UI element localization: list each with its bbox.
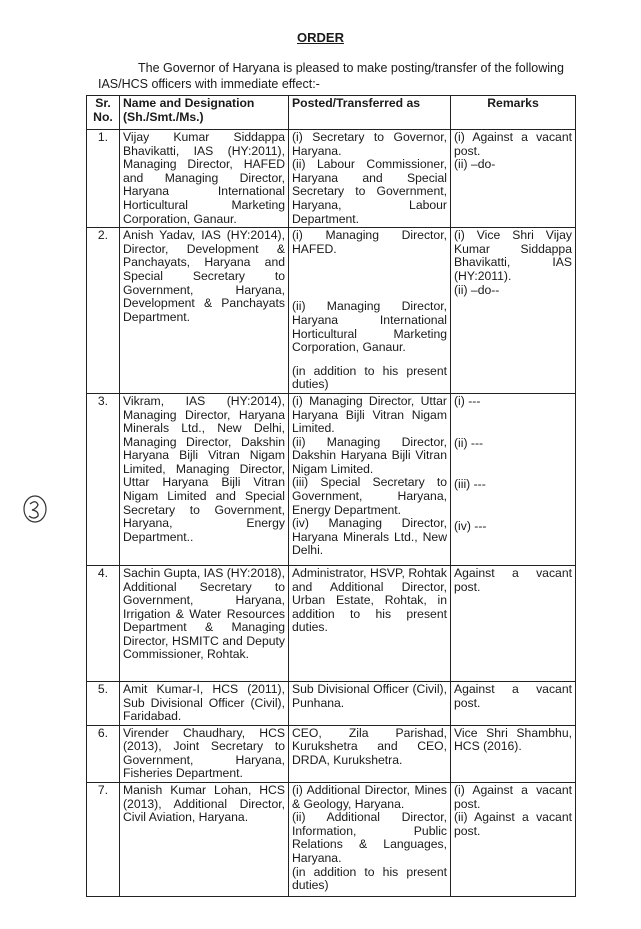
remark-item: Against a vacant post. bbox=[454, 565, 572, 594]
remark-item: Vice Shri Shambhu, HCS (2016). bbox=[454, 725, 572, 754]
name-designation-cell: Manish Kumar Lohan, HCS (2013), Additional Director, Civil Aviation, Haryana. bbox=[120, 783, 289, 897]
officers-table bbox=[86, 95, 576, 897]
remarks-cell bbox=[451, 725, 576, 782]
name-designation-cell: Vijay Kumar Siddappa Bhavikatti, IAS (HY:2011), Managing Director, HAFED and Managing Director, Haryana International Horticultural Marketing Corporation, Ganaur. bbox=[120, 130, 289, 228]
remark-item: (ii) --- bbox=[454, 435, 484, 450]
order-title: ORDER bbox=[297, 30, 344, 45]
posting-item: (iii) Special Secretary to Government, Haryana, Energy Department. bbox=[292, 475, 447, 517]
sr-no-cell: 4. bbox=[87, 565, 120, 681]
posting-item: (ii) Managing Director, Haryana International Horticultural Marketing Corporation, Ganaur. bbox=[292, 299, 447, 355]
posting-item: (ii) Managing Director, Dakshin Haryana Bijli Vitran Nigam Limited. bbox=[292, 434, 447, 476]
posting-item: (i) Managing Director, Uttar Haryana Bijli Vitran Nigam Limited. bbox=[292, 393, 447, 436]
header-sr-no: Sr. No. bbox=[87, 96, 120, 130]
posted-transferred-cell bbox=[289, 725, 451, 782]
remark-item: (iv) --- bbox=[454, 518, 487, 533]
remarks-cell bbox=[451, 681, 576, 725]
sr-no-cell: 3. bbox=[87, 393, 120, 565]
name-designation-cell: Amit Kumar-I, HCS (2011), Sub Divisional Officer (Civil), Faridabad. bbox=[120, 681, 289, 725]
intro-line-1: The Governor of Haryana is pleased to make posting/transfer of the following bbox=[138, 61, 564, 75]
name-designation-cell: Virender Chaudhary, HCS (2013), Joint Secretary to Government, Haryana, Fisheries Department. bbox=[120, 725, 289, 782]
remarks-cell bbox=[451, 228, 576, 394]
remark-item: (i) Vice Shri Vijay Kumar Siddappa Bhavikatti, IAS (HY:2011). bbox=[454, 228, 572, 283]
posting-item: (i) Additional Director, Mines & Geology, Haryana. bbox=[292, 783, 447, 811]
posting-item: Sub Divisional Officer (Civil), Punhana. bbox=[292, 681, 447, 710]
table-row bbox=[87, 393, 576, 565]
remarks-cell bbox=[451, 393, 576, 565]
intro-line-2: IAS/HCS officers with immediate effect:- bbox=[98, 77, 320, 91]
posted-transferred-cell bbox=[289, 681, 451, 725]
remark-item: (ii) –do-- bbox=[454, 282, 500, 297]
handwritten-page-number bbox=[20, 494, 50, 524]
table-row bbox=[87, 783, 576, 897]
posting-item: Administrator, HSVP, Rohtak and Additional Director, Urban Estate, Rohtak, in addition to his present duties. bbox=[292, 565, 447, 635]
remarks-cell bbox=[451, 783, 576, 897]
sr-no-cell: 1. bbox=[87, 130, 120, 228]
table-row bbox=[87, 725, 576, 782]
posting-item: (ii) Additional Director, Information, Public Relations & Languages, Haryana. bbox=[292, 810, 447, 866]
table-row bbox=[87, 681, 576, 725]
remark-item: (ii) Against a vacant post. bbox=[454, 810, 572, 838]
remark-item: (i) --- bbox=[454, 393, 481, 408]
posted-transferred-cell bbox=[289, 228, 451, 394]
table-row bbox=[87, 130, 576, 228]
header-name-designation: Name and Designation (Sh./Smt./Ms.) bbox=[120, 96, 289, 130]
posting-item: (in addition to his present duties) bbox=[292, 363, 447, 392]
remark-item: (i) Against a vacant post. bbox=[454, 783, 572, 811]
remark-item: Against a vacant post. bbox=[454, 681, 572, 710]
posted-transferred-cell bbox=[289, 565, 451, 681]
remark-item: (ii) –do- bbox=[454, 157, 496, 172]
table-row bbox=[87, 228, 576, 394]
name-designation-cell: Anish Yadav, IAS (HY:2014), Director, Development & Panchayats, Haryana and Special Secretary to Government, Haryana, Development & Panchayats Department. bbox=[120, 228, 289, 394]
posted-transferred-cell bbox=[289, 393, 451, 565]
table-body bbox=[87, 130, 576, 897]
header-posted-transferred: Posted/Transferred as bbox=[289, 96, 451, 130]
sr-no-cell: 2. bbox=[87, 228, 120, 394]
name-designation-cell: Vikram, IAS (HY:2014), Managing Director, Haryana Minerals Ltd., New Delhi, Managing Director, Dakshin Haryana Bijli Vitran Nigam Limited, Managing Director, Uttar Haryana Bijli Vitran Nigam Limited and Special Secretary to Government, Haryana, Energy Department.. bbox=[120, 393, 289, 565]
posted-transferred-cell bbox=[289, 130, 451, 228]
remarks-cell bbox=[451, 565, 576, 681]
sr-no-cell: 6. bbox=[87, 725, 120, 782]
sr-no-cell: 5. bbox=[87, 681, 120, 725]
remark-item: (iii) --- bbox=[454, 477, 486, 492]
posting-item: CEO, Zila Parishad, Kurukshetra and CEO, DRDA, Kurukshetra. bbox=[292, 725, 447, 767]
table-row bbox=[87, 565, 576, 681]
remarks-cell bbox=[451, 130, 576, 228]
posting-item: (i) Managing Director, HAFED. bbox=[292, 228, 447, 256]
posting-item: (ii) Labour Commissioner, Haryana and Special Secretary to Government, Haryana, Labour Department. bbox=[292, 157, 447, 226]
posting-item: (in addition to his present duties) bbox=[292, 864, 447, 893]
posted-transferred-cell bbox=[289, 783, 451, 897]
name-designation-cell: Sachin Gupta, IAS (HY:2018), Additional Secretary to Government, Haryana, Irrigation & Water Resources Department & Managing Director, HSMITC and Deputy Commissioner, Rohtak. bbox=[120, 565, 289, 681]
remark-item: (i) Against a vacant post. bbox=[454, 130, 572, 158]
header-remarks: Remarks bbox=[451, 96, 576, 130]
sr-no-cell: 7. bbox=[87, 783, 120, 897]
posting-item: (iv) Managing Director, Haryana Minerals Ltd., New Delhi. bbox=[292, 516, 447, 558]
posting-item: (i) Secretary to Governor, Haryana. bbox=[292, 130, 447, 158]
